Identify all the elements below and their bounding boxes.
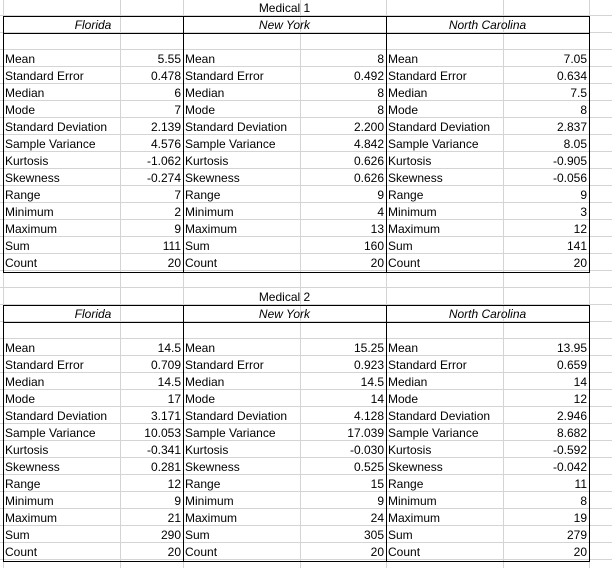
stat-label[interactable]: Count bbox=[388, 256, 421, 270]
table-border bbox=[3, 33, 590, 34]
stat-value[interactable]: 14 bbox=[370, 392, 384, 406]
stat-label[interactable]: Range bbox=[388, 477, 424, 491]
stat-label[interactable]: Sum bbox=[388, 239, 413, 253]
stat-value[interactable]: 14.5 bbox=[157, 375, 181, 389]
stat-label[interactable]: Standard Error bbox=[388, 69, 467, 83]
table-border bbox=[386, 16, 387, 273]
section-title-row bbox=[0, 0, 612, 17]
table-row bbox=[0, 255, 612, 272]
table-row bbox=[0, 493, 612, 510]
stat-value[interactable]: 0.478 bbox=[150, 69, 181, 83]
stat-value[interactable]: 0.626 bbox=[353, 171, 384, 185]
stat-label[interactable]: Sample Variance bbox=[185, 426, 276, 440]
stat-value[interactable]: -0.056 bbox=[552, 171, 587, 185]
table-row bbox=[0, 119, 612, 136]
stat-value[interactable]: 21 bbox=[167, 511, 181, 525]
stat-value[interactable]: 17.039 bbox=[347, 426, 384, 440]
stat-value[interactable]: 3.171 bbox=[150, 409, 181, 423]
stat-value[interactable]: 17 bbox=[167, 392, 181, 406]
stat-value[interactable]: 14 bbox=[573, 375, 587, 389]
table-border bbox=[3, 272, 590, 273]
stat-value[interactable]: 141 bbox=[566, 239, 587, 253]
stat-label[interactable]: Skewness bbox=[388, 171, 443, 185]
stat-value[interactable]: 4 bbox=[377, 205, 384, 219]
stat-label[interactable]: Standard Deviation bbox=[388, 409, 491, 423]
stat-label[interactable]: Range bbox=[388, 188, 424, 202]
table-border bbox=[3, 16, 4, 273]
stat-label[interactable]: Skewness bbox=[5, 171, 60, 185]
stat-value[interactable]: 14.5 bbox=[157, 341, 181, 355]
stat-value[interactable]: 8 bbox=[377, 52, 384, 66]
stat-label[interactable]: Count bbox=[185, 256, 218, 270]
stat-label[interactable]: Sample Variance bbox=[5, 426, 96, 440]
table-row bbox=[0, 136, 612, 153]
stat-label[interactable]: Kurtosis bbox=[185, 154, 229, 168]
stat-value[interactable]: 7 bbox=[174, 103, 181, 117]
stat-value[interactable]: 12 bbox=[573, 222, 587, 236]
table-row bbox=[0, 340, 612, 357]
state-header-row bbox=[0, 17, 612, 34]
stat-label[interactable]: Skewness bbox=[185, 460, 240, 474]
table-row bbox=[0, 238, 612, 255]
stat-label[interactable]: Kurtosis bbox=[388, 443, 432, 457]
stat-value[interactable]: 0.709 bbox=[150, 358, 181, 372]
stat-label[interactable]: Mean bbox=[185, 341, 216, 355]
stat-label[interactable]: Standard Error bbox=[5, 358, 84, 372]
stat-label[interactable]: Mean bbox=[388, 341, 419, 355]
stat-label[interactable]: Count bbox=[388, 545, 421, 559]
stat-label[interactable]: Skewness bbox=[185, 171, 240, 185]
stat-label[interactable]: Sum bbox=[5, 528, 30, 542]
stat-value[interactable]: 2.200 bbox=[353, 120, 384, 134]
stat-label[interactable]: Sum bbox=[5, 239, 30, 253]
table-row bbox=[0, 408, 612, 425]
stat-value[interactable]: 0.525 bbox=[353, 460, 384, 474]
table-border bbox=[3, 305, 4, 562]
gridline bbox=[0, 287, 612, 288]
stat-value[interactable]: 13.95 bbox=[556, 341, 587, 355]
stat-label[interactable]: Maximum bbox=[185, 222, 238, 236]
stat-label[interactable]: Sum bbox=[185, 528, 210, 542]
state-header-row bbox=[0, 306, 612, 323]
table-border bbox=[183, 305, 184, 562]
stat-label[interactable]: Mean bbox=[185, 52, 216, 66]
stat-value[interactable]: 0.492 bbox=[353, 69, 384, 83]
stat-label[interactable]: Mode bbox=[185, 392, 216, 406]
stat-label[interactable]: Median bbox=[5, 375, 45, 389]
stat-value[interactable]: 0.626 bbox=[353, 154, 384, 168]
stat-value[interactable]: 19 bbox=[573, 511, 587, 525]
stat-value[interactable]: 8.682 bbox=[556, 426, 587, 440]
stat-value[interactable]: 14.5 bbox=[360, 375, 384, 389]
stat-label[interactable]: Minimum bbox=[185, 494, 234, 508]
stat-label[interactable]: Maximum bbox=[388, 222, 441, 236]
stat-value[interactable]: 0.923 bbox=[353, 358, 384, 372]
stat-label[interactable]: Median bbox=[5, 86, 45, 100]
stat-label[interactable]: Kurtosis bbox=[5, 443, 49, 457]
table-border bbox=[3, 16, 590, 17]
stat-label[interactable]: Maximum bbox=[5, 511, 58, 525]
stat-value[interactable]: 9 bbox=[580, 188, 587, 202]
gridline bbox=[0, 49, 612, 50]
stat-label[interactable]: Standard Deviation bbox=[5, 120, 108, 134]
table-border bbox=[3, 561, 590, 562]
stat-label[interactable]: Sum bbox=[185, 239, 210, 253]
stat-label[interactable]: Standard Error bbox=[388, 358, 467, 372]
table-border bbox=[589, 16, 590, 273]
stat-label[interactable]: Maximum bbox=[388, 511, 441, 525]
stat-value[interactable]: 4.576 bbox=[150, 137, 181, 151]
stat-value[interactable]: -0.592 bbox=[552, 443, 587, 457]
table-row bbox=[0, 459, 612, 476]
table-row bbox=[0, 85, 612, 102]
stat-value[interactable]: 2.946 bbox=[556, 409, 587, 423]
stat-value[interactable]: 9 bbox=[377, 494, 384, 508]
state-header: New York bbox=[258, 307, 311, 321]
stat-value[interactable]: 8 bbox=[377, 103, 384, 117]
table-row bbox=[0, 102, 612, 119]
stat-label[interactable]: Standard Error bbox=[185, 358, 264, 372]
stat-value[interactable]: 12 bbox=[573, 392, 587, 406]
stat-value[interactable]: 160 bbox=[363, 239, 384, 253]
table-row bbox=[0, 221, 612, 238]
table-border bbox=[3, 305, 590, 306]
stat-value[interactable]: 20 bbox=[167, 256, 181, 270]
stat-value[interactable]: 2.139 bbox=[150, 120, 181, 134]
stat-value[interactable]: -0.274 bbox=[146, 171, 181, 185]
stat-value[interactable]: -1.062 bbox=[146, 154, 181, 168]
stat-label[interactable]: Maximum bbox=[185, 511, 238, 525]
table-row bbox=[0, 425, 612, 442]
stat-label[interactable]: Count bbox=[185, 545, 218, 559]
stat-label[interactable]: Range bbox=[185, 477, 221, 491]
stat-label[interactable]: Standard Deviation bbox=[185, 120, 288, 134]
stat-label[interactable]: Mean bbox=[5, 341, 36, 355]
stat-value[interactable]: 111 bbox=[162, 239, 181, 253]
stat-label[interactable]: Mode bbox=[388, 103, 419, 117]
table-row bbox=[0, 374, 612, 391]
stat-value[interactable]: 11 bbox=[574, 477, 587, 491]
stat-label[interactable]: Standard Error bbox=[5, 69, 84, 83]
stat-value[interactable]: 24 bbox=[370, 511, 384, 525]
table-row bbox=[0, 204, 612, 221]
state-header: North Carolina bbox=[448, 18, 527, 32]
stat-label[interactable]: Mode bbox=[388, 392, 419, 406]
table-row bbox=[0, 391, 612, 408]
section-title: Medical 1 bbox=[258, 1, 311, 15]
stat-label[interactable]: Count bbox=[5, 256, 38, 270]
stat-value[interactable]: 0.634 bbox=[556, 69, 587, 83]
stat-value[interactable]: -0.042 bbox=[552, 460, 587, 474]
stat-value[interactable]: 10.053 bbox=[144, 426, 181, 440]
table-border bbox=[589, 305, 590, 562]
stat-value[interactable]: 2 bbox=[174, 205, 181, 219]
stat-label[interactable]: Minimum bbox=[5, 205, 54, 219]
stat-label[interactable]: Maximum bbox=[5, 222, 58, 236]
stat-label[interactable]: Median bbox=[185, 86, 225, 100]
stat-label[interactable]: Mode bbox=[5, 392, 36, 406]
stat-value[interactable]: -0.905 bbox=[552, 154, 587, 168]
stat-label[interactable]: Kurtosis bbox=[5, 154, 49, 168]
state-header: Florida bbox=[74, 307, 112, 321]
stat-label[interactable]: Count bbox=[5, 545, 38, 559]
stat-label[interactable]: Median bbox=[185, 375, 225, 389]
stat-value[interactable]: 9 bbox=[377, 188, 384, 202]
stat-value[interactable]: 9 bbox=[174, 494, 181, 508]
table-row bbox=[0, 51, 612, 68]
table-row bbox=[0, 187, 612, 204]
table-border bbox=[386, 305, 387, 562]
stat-value[interactable]: 8 bbox=[377, 86, 384, 100]
stat-value[interactable]: 305 bbox=[363, 528, 384, 542]
stat-label[interactable]: Range bbox=[5, 477, 41, 491]
table-row bbox=[0, 527, 612, 544]
stat-value[interactable]: -0.030 bbox=[349, 443, 384, 457]
stat-label[interactable]: Mean bbox=[5, 52, 36, 66]
table-row bbox=[0, 170, 612, 187]
stat-value[interactable]: 6 bbox=[174, 86, 181, 100]
stat-label[interactable]: Sample Variance bbox=[185, 137, 276, 151]
table-row bbox=[0, 476, 612, 493]
stat-label[interactable]: Kurtosis bbox=[185, 443, 229, 457]
stat-value[interactable]: 0.659 bbox=[556, 358, 587, 372]
stat-label[interactable]: Kurtosis bbox=[388, 154, 432, 168]
stat-label[interactable]: Sample Variance bbox=[388, 426, 479, 440]
gridline bbox=[0, 338, 612, 339]
stat-label[interactable]: Median bbox=[388, 375, 428, 389]
table-row bbox=[0, 68, 612, 85]
stat-label[interactable]: Mode bbox=[185, 103, 216, 117]
stat-label[interactable]: Minimum bbox=[388, 494, 437, 508]
stat-label[interactable]: Mean bbox=[388, 52, 419, 66]
stat-label[interactable]: Sample Variance bbox=[5, 137, 96, 151]
section-title-row bbox=[0, 289, 612, 306]
stat-value[interactable]: 20 bbox=[167, 545, 181, 559]
table-row bbox=[0, 544, 612, 561]
stat-value[interactable]: 0.281 bbox=[150, 460, 181, 474]
stat-label[interactable]: Skewness bbox=[5, 460, 60, 474]
stat-value[interactable]: 3 bbox=[580, 205, 587, 219]
stat-label[interactable]: Standard Error bbox=[185, 69, 264, 83]
table-row bbox=[0, 510, 612, 527]
stat-value[interactable]: 8 bbox=[580, 494, 587, 508]
stat-value[interactable]: 8.05 bbox=[563, 137, 587, 151]
table-row bbox=[0, 153, 612, 170]
table-row bbox=[0, 357, 612, 374]
stat-label[interactable]: Mode bbox=[5, 103, 36, 117]
table-border bbox=[3, 322, 590, 323]
stat-value[interactable]: 7.05 bbox=[563, 52, 587, 66]
stat-label[interactable]: Standard Deviation bbox=[5, 409, 108, 423]
stat-value[interactable]: 15.25 bbox=[353, 341, 384, 355]
stat-value[interactable]: 290 bbox=[160, 528, 181, 542]
table-border bbox=[183, 16, 184, 273]
stat-value[interactable]: 15 bbox=[370, 477, 384, 491]
stat-label[interactable]: Range bbox=[185, 188, 221, 202]
state-header: Florida bbox=[74, 18, 112, 32]
stat-label[interactable]: Minimum bbox=[5, 494, 54, 508]
stat-value[interactable]: 20 bbox=[573, 545, 587, 559]
stat-label[interactable]: Standard Deviation bbox=[388, 120, 491, 134]
stat-value[interactable]: 9 bbox=[174, 222, 181, 236]
stat-value[interactable]: 20 bbox=[573, 256, 587, 270]
state-header: North Carolina bbox=[448, 307, 527, 321]
stat-label[interactable]: Range bbox=[5, 188, 41, 202]
state-header: New York bbox=[258, 18, 311, 32]
stat-value[interactable]: 5.55 bbox=[157, 52, 181, 66]
stat-value[interactable]: 20 bbox=[370, 256, 384, 270]
stat-label[interactable]: Minimum bbox=[388, 205, 437, 219]
stat-value[interactable]: -0.341 bbox=[146, 443, 181, 457]
stat-label[interactable]: Minimum bbox=[185, 205, 234, 219]
section-title: Medical 2 bbox=[258, 290, 311, 304]
stat-value[interactable]: 13 bbox=[370, 222, 384, 236]
stat-value[interactable]: 7 bbox=[174, 188, 181, 202]
stat-value[interactable]: 7.5 bbox=[570, 86, 587, 100]
stat-label[interactable]: Skewness bbox=[388, 460, 443, 474]
stat-label[interactable]: Standard Deviation bbox=[185, 409, 288, 423]
stat-value[interactable]: 8 bbox=[580, 103, 587, 117]
stat-label[interactable]: Sample Variance bbox=[388, 137, 479, 151]
stat-value[interactable]: 279 bbox=[566, 528, 587, 542]
stat-value[interactable]: 12 bbox=[167, 477, 181, 491]
stat-label[interactable]: Median bbox=[388, 86, 428, 100]
stat-value[interactable]: 4.842 bbox=[353, 137, 384, 151]
stat-value[interactable]: 4.128 bbox=[353, 409, 384, 423]
stat-value[interactable]: 2.837 bbox=[556, 120, 587, 134]
table-row bbox=[0, 442, 612, 459]
stat-label[interactable]: Sum bbox=[388, 528, 413, 542]
stat-value[interactable]: 20 bbox=[370, 545, 384, 559]
